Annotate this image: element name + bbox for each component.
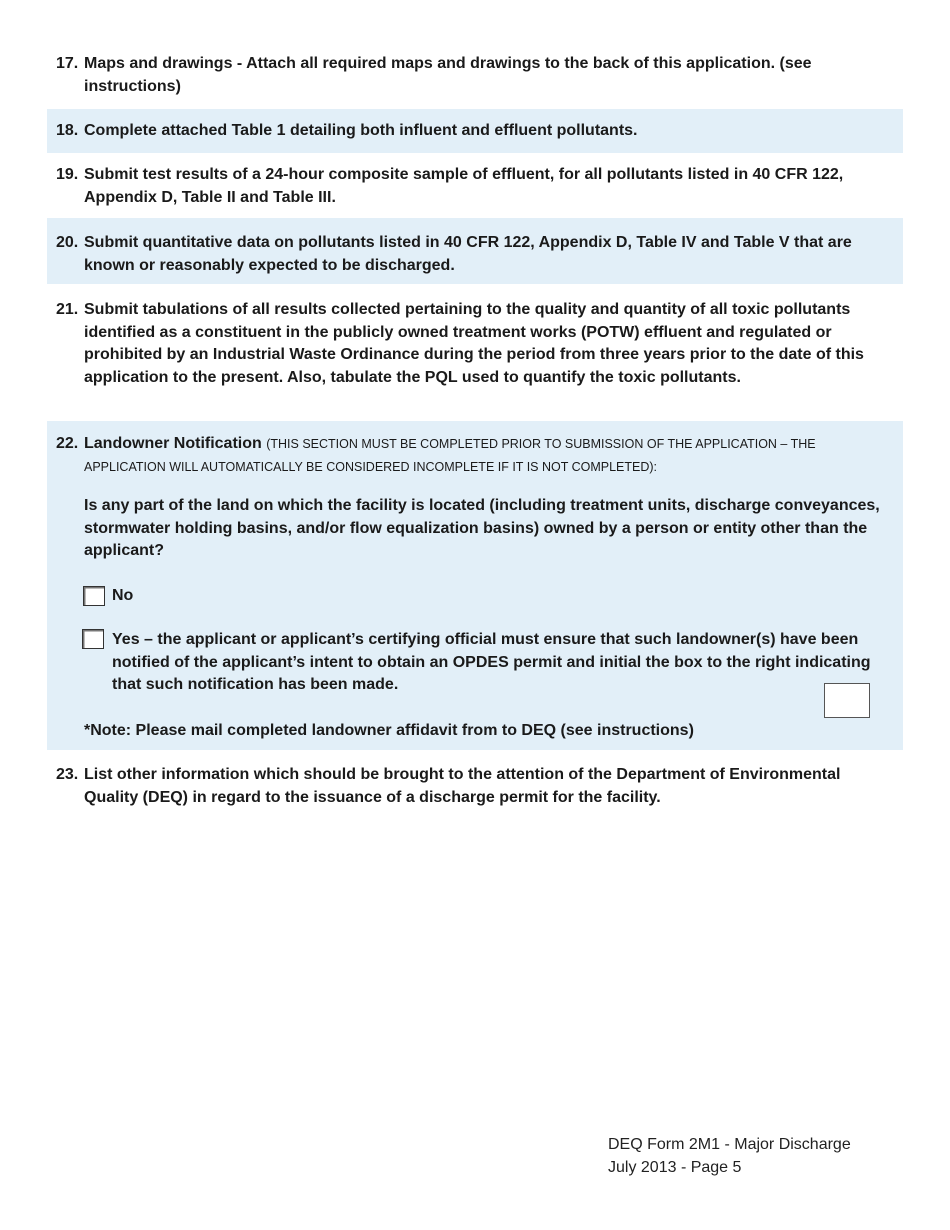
item-number: 19. xyxy=(56,166,79,183)
item-number: 23. xyxy=(56,766,79,783)
item-23 xyxy=(47,764,903,810)
form-date-page: July 2013 - Page 5 xyxy=(608,1158,742,1176)
item-21 xyxy=(47,299,903,414)
yes-checkbox[interactable] xyxy=(82,629,104,649)
item-text: Maps and drawings - Attach all required maps and drawings to the back of this application. (see instructions) xyxy=(84,55,812,95)
landowner-instruction: (THIS SECTION MUST BE COMPLETED PRIOR TO SUBMISSION OF THE APPLICATION – THE APPLICATION WILL AUTOMATICALLY BE CONSIDERED INCOMPLETE IF IT IS NOT COMPLETED): xyxy=(84,437,816,474)
item-17 xyxy=(47,53,903,99)
item-18 xyxy=(47,109,903,153)
item-number: 18. xyxy=(56,122,79,139)
item-20 xyxy=(47,218,903,284)
item-number: 20. xyxy=(56,234,79,251)
item-text: List other information which should be brought to the attention of the Department of Environmental Quality (DEQ) in regard to the issuance of a discharge permit for the facility. xyxy=(84,766,841,806)
item-text: Submit test results of a 24-hour composite sample of effluent, for all pollutants listed in 40 CFR 122, Appendix D, Table II and Table III. xyxy=(84,166,844,206)
item-number: 22. xyxy=(56,435,79,452)
item-text: Complete attached Table 1 detailing both influent and effluent pollutants. xyxy=(84,122,638,139)
landowner-initial-box[interactable] xyxy=(824,683,870,718)
item-number: 17. xyxy=(56,55,79,72)
affidavit-note: *Note: Please mail completed landowner affidavit from to DEQ (see instructions) xyxy=(84,722,694,739)
item-22-landowner-notification xyxy=(47,421,903,750)
form-name: DEQ Form 2M1 - Major Discharge xyxy=(608,1136,851,1153)
yes-label: Yes – the applicant or applicant’s certifying official must ensure that such landowner(s) have been notified of the applicant’s intent to obtain an OPDES permit and initial the box to the right indicating that such notification has been made. xyxy=(112,631,871,693)
item-text: Submit tabulations of all results collected pertaining to the quality and quantity of all toxic pollutants identified as a constituent in the publicly owned treatment works (POTW) effluent and regulated or prohibited by an Industrial Waste Ordinance during the period from three years prior to the date of this application to the present. Also, tabulate the PQL used to quantify the toxic pollutants. xyxy=(84,301,864,386)
form-footer xyxy=(608,1134,851,1179)
no-checkbox[interactable] xyxy=(83,586,105,606)
no-label: No xyxy=(112,587,134,604)
landowner-question: Is any part of the land on which the facility is located (including treatment units, discharge conveyances, stormwater holding basins, and/or flow equalization basins) owned by a person or entity other than the applicant? xyxy=(84,497,880,559)
item-number: 21. xyxy=(56,301,79,318)
landowner-title: Landowner Notification xyxy=(84,435,262,452)
landowner-header xyxy=(84,433,867,478)
item-19 xyxy=(47,164,903,210)
item-text: Submit quantitative data on pollutants listed in 40 CFR 122, Appendix D, Table IV and Table V that are known or reasonably expected to be discharged. xyxy=(84,234,852,274)
